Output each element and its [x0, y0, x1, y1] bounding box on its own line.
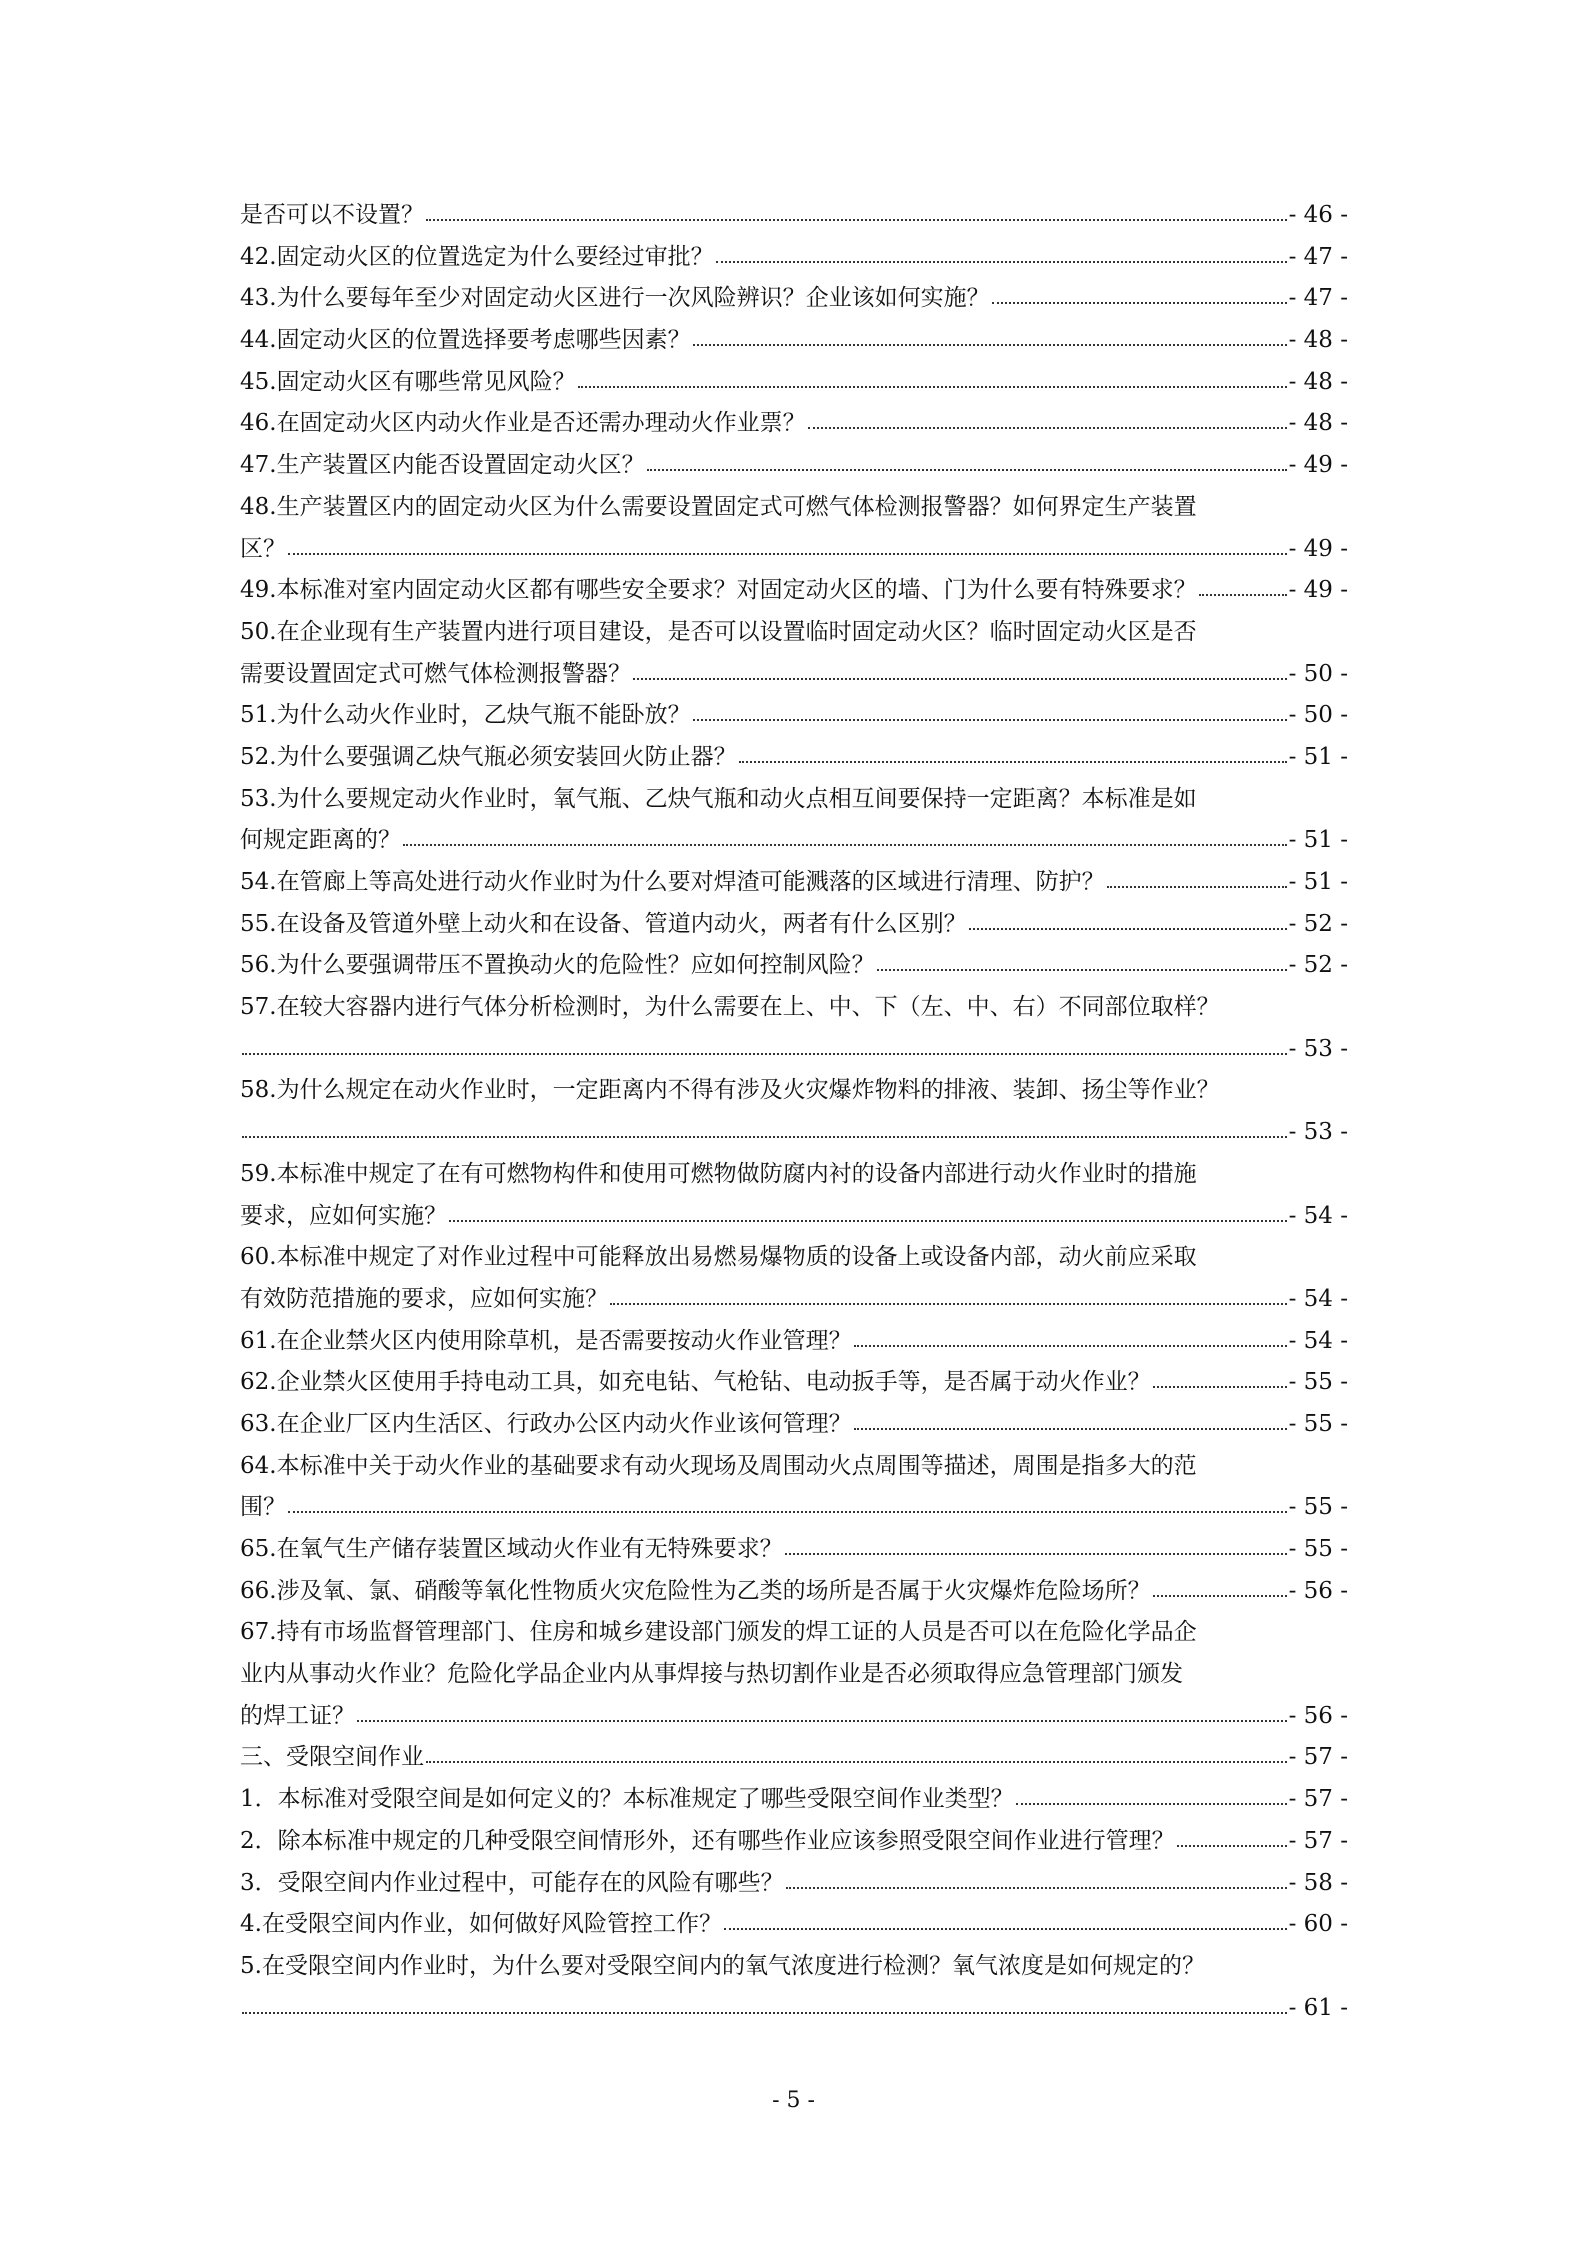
toc-entry-text: 要求，应如何实施？ — [240, 1202, 447, 1229]
dot-leader — [716, 260, 1287, 263]
toc-entry-text: 围？ — [240, 1494, 286, 1521]
dot-leader — [808, 426, 1287, 429]
toc-entry[interactable] — [240, 237, 1348, 279]
toc-entry[interactable] — [240, 1571, 1348, 1613]
toc-entry-text: 有效防范措施的要求，应如何实施？ — [240, 1285, 608, 1312]
toc-entry-page: - 61 - — [1288, 1994, 1348, 2021]
toc-entry[interactable] — [240, 1737, 1348, 1779]
toc-entry[interactable] — [240, 1362, 1348, 1404]
dot-leader — [288, 552, 1287, 555]
toc-entry[interactable] — [240, 1946, 1348, 1988]
dot-leader — [786, 1886, 1287, 1889]
dot-leader — [992, 301, 1287, 304]
toc-entry-text: 62.企业禁火区使用手持电动工具，如充电钻、气枪钻、电动扳手等，是否属于动火作业？ — [240, 1369, 1151, 1396]
toc-entry-page: - 48 - — [1288, 368, 1348, 395]
toc-entry-text: 55.在设备及管道外壁上动火和在设备、管道内动火，两者有什么区别？ — [240, 910, 967, 937]
toc-entry[interactable] — [240, 737, 1348, 779]
dot-leader — [242, 1135, 1287, 1138]
dot-leader — [1153, 1385, 1287, 1388]
toc-entry-text: 49.本标准对室内固定动火区都有哪些安全要求？对固定动火区的墙、门为什么要有特殊要求？ — [240, 577, 1197, 604]
toc-entry-text: 三、受限空间作业 — [240, 1744, 424, 1771]
dot-leader — [1177, 1844, 1287, 1847]
toc-entry-page: - 50 - — [1288, 702, 1348, 729]
toc-entry[interactable] — [240, 1321, 1348, 1363]
dot-leader — [242, 2011, 1287, 2014]
toc-entry-page: - 57 - — [1288, 1744, 1348, 1771]
dot-leader — [1199, 593, 1287, 596]
dot-leader — [854, 1344, 1287, 1347]
toc-entry[interactable] — [240, 1070, 1348, 1112]
dot-leader — [877, 968, 1287, 971]
toc-entry[interactable] — [240, 403, 1348, 445]
toc-entry-text: 2．除本标准中规定的几种受限空间情形外，还有哪些作业应该参照受限空间作业进行管理？ — [240, 1827, 1175, 1854]
toc-entry-text: 46.在固定动火区内动火作业是否还需办理动火作业票？ — [240, 410, 806, 437]
dot-leader — [1107, 885, 1287, 888]
dot-leader — [357, 1719, 1287, 1722]
dot-leader — [647, 468, 1287, 471]
toc-entry[interactable] — [240, 1988, 1348, 2030]
toc-entry[interactable] — [240, 1196, 1348, 1238]
toc-entry[interactable] — [240, 1279, 1348, 1321]
toc-entry[interactable] — [240, 1696, 1348, 1738]
toc-entry[interactable] — [240, 529, 1348, 571]
dot-leader — [724, 1927, 1287, 1930]
toc-entry[interactable] — [240, 1821, 1348, 1863]
toc-entry-text: 58.为什么规定在动火作业时，一定距离内不得有涉及火灾爆炸物料的排液、装卸、扬尘等作业？ — [240, 1077, 1220, 1104]
dot-leader — [578, 385, 1287, 388]
dot-leader — [854, 1427, 1287, 1430]
toc-entry-page: - 55 - — [1288, 1536, 1348, 1562]
toc-entry-text: 3．受限空间内作业过程中，可能存在的风险有哪些？ — [240, 1869, 784, 1896]
toc-entry-page: - 54 - — [1288, 1327, 1348, 1354]
toc-entry-text: 56.为什么要强调带压不置换动火的危险性？应如何控制风险？ — [240, 952, 875, 979]
toc-entry-text: 52.为什么要强调乙炔气瓶必须安装回火防止器？ — [240, 743, 737, 770]
toc-entry-text: 57.在较大容器内进行气体分析检测时，为什么需要在上、中、下（左、中、右）不同部位取样？ — [240, 994, 1220, 1021]
dot-leader — [969, 927, 1287, 930]
toc-entry-page: - 51 - — [1288, 743, 1348, 770]
table-of-contents — [240, 195, 1348, 2029]
toc-entry[interactable] — [240, 820, 1348, 862]
toc-entry-text: 50.在企业现有生产装置内进行项目建设，是否可以设置临时固定动火区？临时固定动火区是否 — [240, 618, 1197, 645]
dot-leader — [288, 1510, 1287, 1513]
toc-entry-text: 59.本标准中规定了在有可燃物构件和使用可燃物做防腐内衬的设备内部进行动火作业时的措施 — [240, 1160, 1197, 1187]
toc-entry-text: 业内从事动火作业？危险化学品企业内从事焊接与热切割作业是否必须取得应急管理部门颁发 — [240, 1661, 1183, 1688]
toc-entry[interactable] — [240, 779, 1348, 821]
dot-leader — [426, 1760, 1287, 1763]
toc-entry-page: - 47 - — [1288, 243, 1348, 270]
toc-entry[interactable] — [240, 362, 1348, 404]
toc-entry[interactable] — [240, 278, 1348, 320]
toc-entry-text: 51.为什么动火作业时，乙炔气瓶不能卧放？ — [240, 702, 691, 729]
toc-entry-text: 66.涉及氧、氯、硝酸等氧化性物质火灾危险性为乙类的场所是否属于火灾爆炸危险场所？ — [240, 1577, 1151, 1604]
toc-entry-page: - 56 - — [1288, 1577, 1348, 1604]
toc-entry-page: - 54 - — [1288, 1202, 1348, 1229]
toc-entry[interactable] — [240, 320, 1348, 362]
toc-entry-text: 47.生产装置区内能否设置固定动火区？ — [240, 452, 645, 479]
toc-entry-text: 4.在受限空间内作业，如何做好风险管控工作？ — [240, 1911, 722, 1938]
toc-entry-page: - 46 - — [1288, 202, 1348, 228]
toc-entry[interactable] — [240, 1154, 1348, 1196]
toc-entry-text: 43.为什么要每年至少对固定动火区进行一次风险辨识？企业该如何实施？ — [240, 285, 990, 312]
dot-leader — [785, 1552, 1287, 1555]
toc-entry-page: - 55 - — [1288, 1494, 1348, 1521]
toc-entry[interactable] — [240, 1904, 1348, 1946]
toc-entry-text: 53.为什么要规定动火作业时，氧气瓶、乙炔气瓶和动火点相互间要保持一定距离？本标准是如 — [240, 785, 1197, 812]
toc-entry-page: - 54 - — [1288, 1285, 1348, 1312]
toc-entry[interactable] — [240, 612, 1348, 654]
dot-leader — [1153, 1594, 1287, 1597]
toc-entry[interactable] — [240, 945, 1348, 987]
toc-entry-text: 需要设置固定式可燃气体检测报警器？ — [240, 660, 631, 687]
toc-entry-text: 1．本标准对受限空间是如何定义的？本标准规定了哪些受限空间作业类型？ — [240, 1786, 1014, 1813]
toc-entry-page: - 49 - — [1288, 452, 1348, 479]
toc-entry[interactable] — [240, 1487, 1348, 1529]
toc-entry-text: 48.生产装置区内的固定动火区为什么需要设置固定式可燃气体检测报警器？如何界定生产装置 — [240, 493, 1197, 520]
toc-entry-text: 区？ — [240, 535, 286, 562]
dot-leader — [633, 677, 1287, 680]
toc-entry-text: 44.固定动火区的位置选择要考虑哪些因素？ — [240, 327, 691, 354]
dot-leader — [693, 718, 1287, 721]
toc-entry-text: 的焊工证？ — [240, 1702, 355, 1729]
toc-entry-text: 64.本标准中关于动火作业的基础要求有动火现场及周围动火点周围等描述，周围是指多大的范 — [240, 1452, 1197, 1479]
toc-entry-page: - 55 - — [1288, 1369, 1348, 1396]
toc-entry[interactable] — [240, 987, 1348, 1029]
dot-leader — [693, 343, 1287, 346]
toc-entry-page: - 49 - — [1288, 577, 1348, 604]
toc-entry-page: - 51 - — [1288, 869, 1348, 895]
toc-entry-page: - 49 - — [1288, 535, 1348, 562]
toc-entry[interactable] — [240, 654, 1348, 696]
toc-entry-text: 是否可以不设置？ — [240, 202, 424, 228]
toc-entry-text: 61.在企业禁火区内使用除草机，是否需要按动火作业管理？ — [240, 1327, 852, 1354]
toc-entry[interactable] — [240, 570, 1348, 612]
toc-entry-text: 何规定距离的？ — [240, 827, 401, 854]
dot-leader — [739, 760, 1287, 763]
toc-entry-page: - 51 - — [1288, 827, 1348, 854]
toc-entry[interactable] — [240, 862, 1348, 904]
toc-entry[interactable] — [240, 1237, 1348, 1279]
dot-leader — [1016, 1802, 1287, 1805]
toc-entry[interactable] — [240, 487, 1348, 529]
toc-entry-text: 45.固定动火区有哪些常见风险？ — [240, 368, 576, 395]
toc-entry[interactable] — [240, 1404, 1348, 1446]
toc-entry-page: - 57 - — [1288, 1827, 1348, 1854]
toc-entry[interactable] — [240, 1446, 1348, 1488]
toc-entry-page: - 48 - — [1288, 410, 1348, 437]
toc-entry-text: 60.本标准中规定了对作业过程中可能释放出易燃易爆物质的设备上或设备内部，动火前应采取 — [240, 1244, 1197, 1271]
toc-entry-page: - 52 - — [1288, 952, 1348, 979]
toc-entry-page: - 48 - — [1288, 327, 1348, 354]
toc-entry-page: - 55 - — [1288, 1410, 1348, 1437]
toc-entry-page: - 60 - — [1288, 1911, 1348, 1938]
toc-entry-page: - 57 - — [1288, 1786, 1348, 1813]
toc-entry-page: - 50 - — [1288, 660, 1348, 687]
toc-entry-page: - 53 - — [1288, 1035, 1348, 1062]
toc-entry-text: 67.持有市场监督管理部门、住房和城乡建设部门颁发的焊工证的人员是否可以在危险化学品企 — [240, 1619, 1197, 1646]
toc-entry-text: 54.在管廊上等高处进行动火作业时为什么要对焊渣可能溅落的区域进行清理、防护？ — [240, 869, 1105, 895]
toc-entry-text: 63.在企业厂区内生活区、行政办公区内动火作业该何管理？ — [240, 1410, 852, 1437]
toc-entry-page: - 53 - — [1288, 1119, 1348, 1146]
toc-entry[interactable] — [240, 1779, 1348, 1821]
toc-entry[interactable] — [240, 1029, 1348, 1071]
toc-entry[interactable] — [240, 904, 1348, 946]
toc-entry[interactable] — [240, 195, 1348, 237]
toc-entry[interactable] — [240, 1112, 1348, 1154]
dot-leader — [426, 218, 1287, 221]
toc-entry[interactable] — [240, 445, 1348, 487]
toc-entry[interactable] — [240, 695, 1348, 737]
toc-entry[interactable] — [240, 1612, 1348, 1654]
page-number: - 5 - — [772, 2088, 815, 2113]
toc-entry-page: - 58 - — [1288, 1869, 1348, 1896]
dot-leader — [610, 1302, 1287, 1305]
toc-entry-page: - 52 - — [1288, 910, 1348, 937]
toc-entry[interactable] — [240, 1863, 1348, 1905]
toc-entry-text: 5.在受限空间内作业时，为什么要对受限空间内的氧气浓度进行检测？氧气浓度是如何规定的？ — [240, 1952, 1205, 1979]
toc-entry[interactable] — [240, 1529, 1348, 1571]
dot-leader — [449, 1219, 1287, 1222]
dot-leader — [242, 1052, 1287, 1055]
toc-entry-text: 65.在氧气生产储存装置区域动火作业有无特殊要求？ — [240, 1536, 783, 1562]
toc-entry-text: 42.固定动火区的位置选定为什么要经过审批？ — [240, 243, 714, 270]
toc-entry-page: - 47 - — [1288, 285, 1348, 312]
dot-leader — [403, 843, 1287, 846]
toc-entry[interactable] — [240, 1654, 1348, 1696]
toc-entry-page: - 56 - — [1288, 1702, 1348, 1729]
